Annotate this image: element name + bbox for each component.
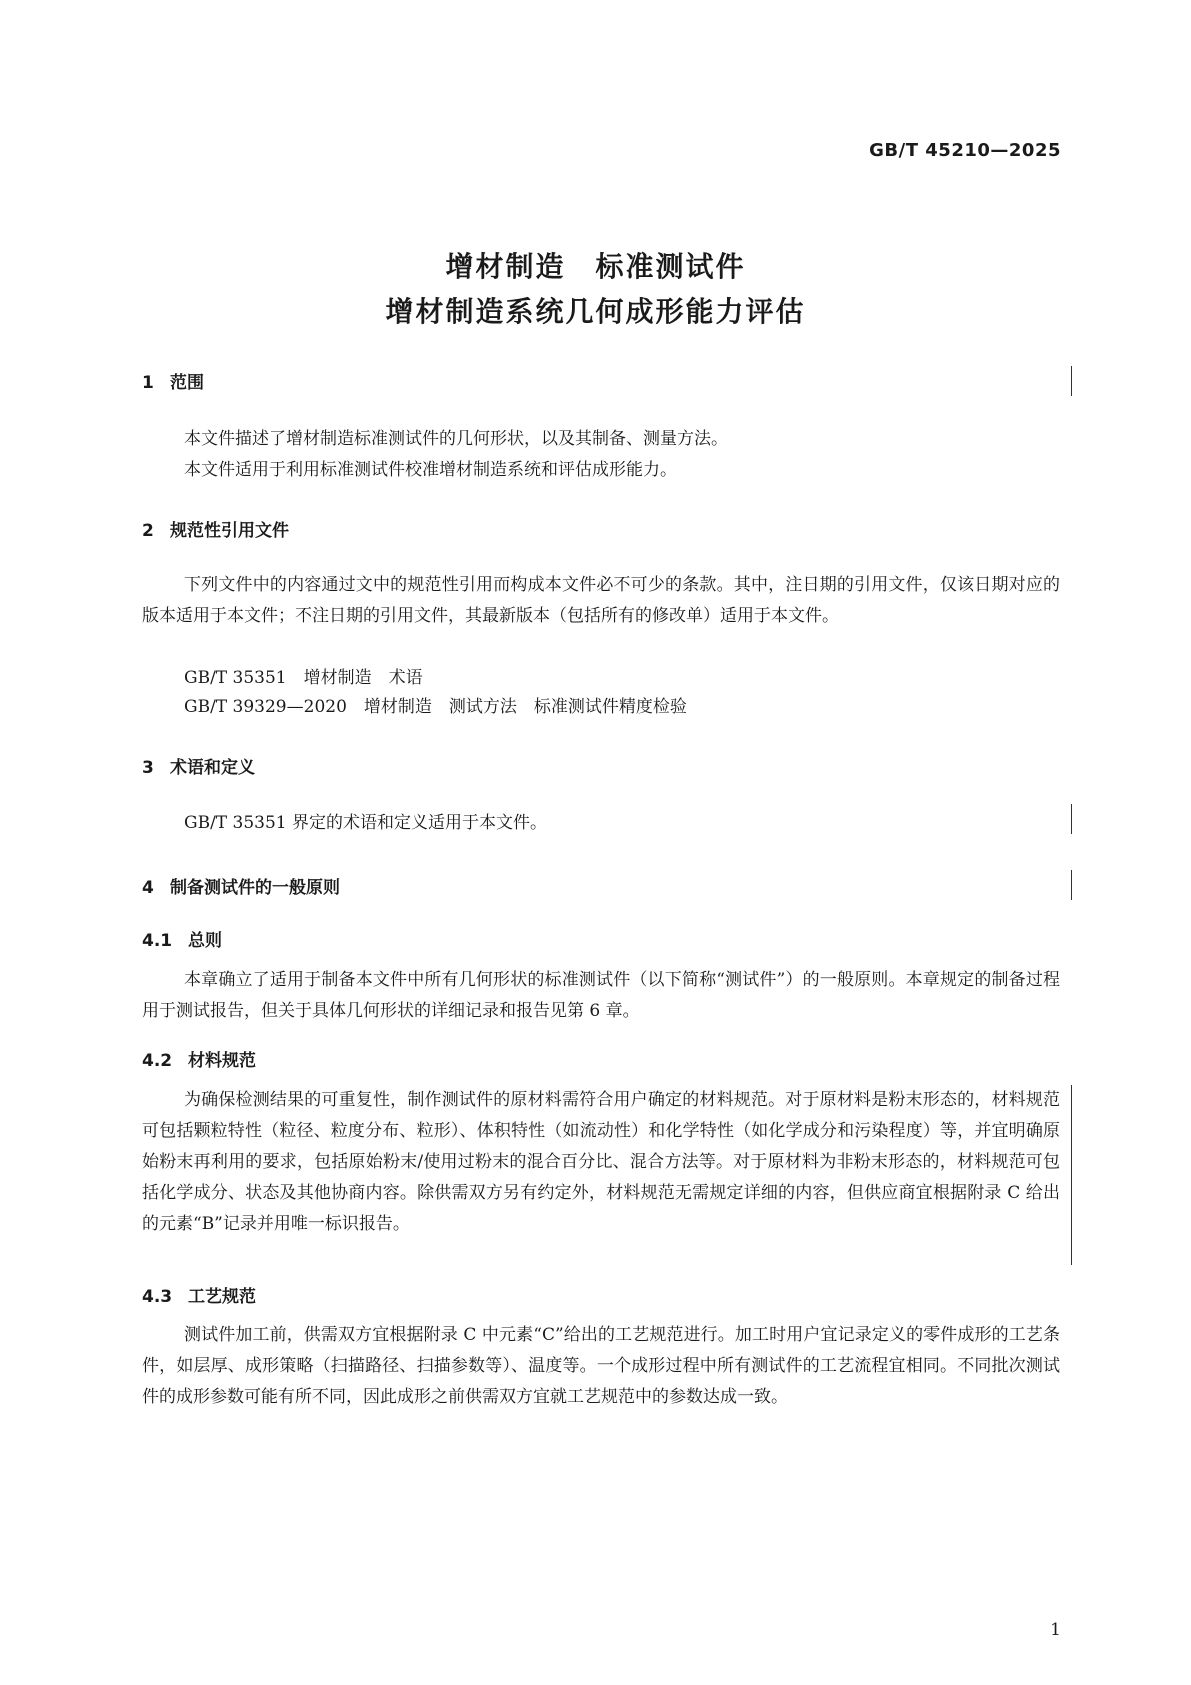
revision-bar [1071,366,1072,396]
paragraph: 本文件描述了增材制造标准测试件的几何形状，以及其制备、测量方法。 [184,429,728,449]
paragraph: 本文件适用于利用标准测试件校准增材制造系统和评估成形能力。 [184,460,677,480]
section-number: 4 [142,878,154,898]
paragraph: GB/T 35351 界定的术语和定义适用于本文件。 [184,813,548,833]
normative-reference: GB/T 35351 增材制造 术语 [184,668,423,688]
revision-bar [1071,870,1072,900]
section-2-heading [142,516,289,541]
section-number: 1 [142,373,154,393]
paragraph: 为确保检测结果的可重复性，制作测试件的原材料需符合用户确定的材料规范。对于原材料是粉末形态的，材料规范可包括颗粒特性（粒径、粒度分布、粒形）、体积特性（如流动性）和化学特性（如化学成分和污染程度）等，并宜明确原始粉末再利用的要求，包括原始粉末/使用过粉末的混合百分比、混合方法等。对于原材料为非粉末形态的，材料规范可包括化学成分、状态及其他协商内容。除供需双方另有约定外，材料规范无需规定详细的内容，但供应商宜根据附录 C 给出的元素“B”记录并用唯一标识报告。 [142,1090,1060,1234]
revision-bar [1071,804,1072,834]
section-4-1-heading [142,926,222,951]
section-1-heading [142,368,204,393]
section-title: 总则 [188,931,222,951]
revision-bar [1071,1085,1072,1265]
section-title: 材料规范 [188,1051,256,1071]
page-number: 1 [1050,1620,1061,1640]
section-4-heading [142,873,340,898]
section-4-2-heading [142,1046,256,1071]
document-title-line-2: 增材制造系统几何成形能力评估 [385,295,806,328]
paragraph: 测试件加工前，供需双方宜根据附录 C 中元素“C”给出的工艺规范进行。加工时用户宜记录定义的零件成形的工艺条件，如层厚、成形策略（扫描路径、扫描参数等）、温度等。一个成形过程中所有测试件的工艺流程宜相同。不同批次测试件的成形参数可能有所不同，因此成形之前供需双方宜就工艺规范中的参数达成一致。 [142,1325,1060,1407]
section-title: 制备测试件的一般原则 [170,878,340,898]
normative-reference: GB/T 39329—2020 增材制造 测试方法 标准测试件精度检验 [184,697,687,717]
standard-code: GB/T 45210—2025 [869,140,1061,161]
section-3-heading [142,753,255,778]
section-number: 2 [142,521,154,541]
paragraph: 本章确立了适用于制备本文件中所有几何形状的标准测试件（以下简称“测试件”）的一般原则。本章规定的制备过程用于测试报告，但关于具体几何形状的详细记录和报告见第 6 章。 [142,970,1060,1021]
section-title: 术语和定义 [170,758,255,778]
section-title: 工艺规范 [188,1287,256,1307]
section-4-3-heading [142,1282,256,1307]
section-number: 4.2 [142,1051,173,1071]
section-title: 范围 [170,373,204,393]
section-title: 规范性引用文件 [170,521,289,541]
document-title-line-1: 增材制造 标准测试件 [445,250,746,283]
section-number: 4.3 [142,1287,173,1307]
section-number: 4.1 [142,931,173,951]
paragraph: 下列文件中的内容通过文中的规范性引用而构成本文件必不可少的条款。其中，注日期的引用文件，仅该日期对应的版本适用于本文件；不注日期的引用文件，其最新版本（包括所有的修改单）适用于本文件。 [142,575,1060,626]
section-number: 3 [142,758,154,778]
